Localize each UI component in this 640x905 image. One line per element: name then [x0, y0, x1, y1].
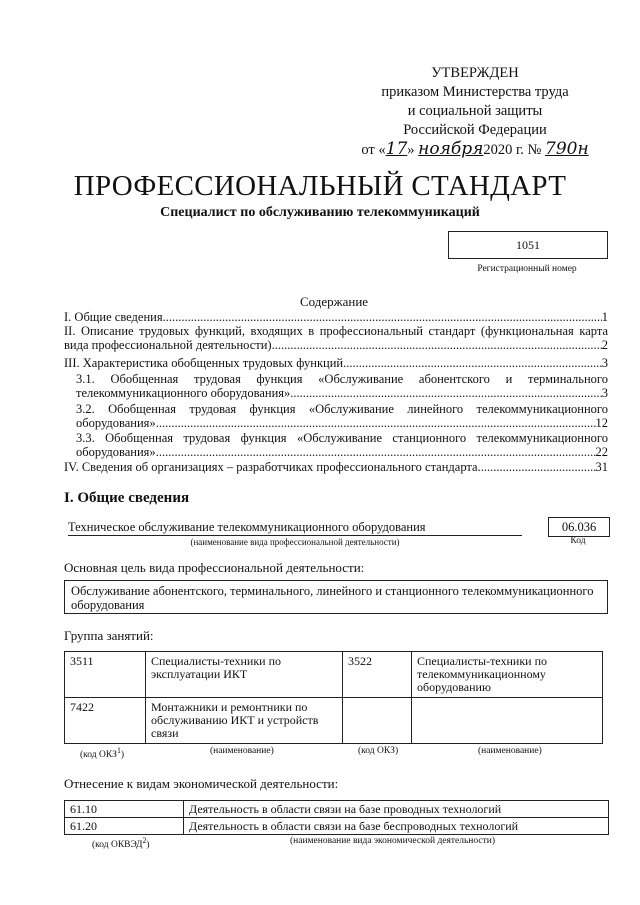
table-row: [65, 698, 603, 744]
approval-title: УТВЕРЖДЕН: [431, 65, 519, 81]
goal-label: Основная цель вида профессиональной деятельности:: [64, 560, 365, 575]
approval-date-line: от «17» ноября2020 г. № 790н: [361, 139, 589, 159]
approval-line: Российской Федерации: [403, 122, 547, 138]
okz-name-caption: (наименование): [210, 746, 274, 756]
goal-box: Обслуживание абонентского, терминального, линейного и станционного телекоммуникационного оборудования: [64, 580, 608, 614]
okz-code: 3511: [65, 652, 146, 698]
okz-name: Специалисты-техники по эксплуатации ИКТ: [146, 652, 343, 698]
toc-item[interactable]: IV. Сведения об организациях – разработчиках профессионального стандарта ..... 31: [64, 460, 608, 474]
activity-code-caption: Код: [570, 536, 586, 546]
toc-item[interactable]: 3.1. Обобщенная трудовая функция «Обслуживание абонентского и терминального телекоммуникационного оборудования» ..... 3: [76, 372, 608, 400]
okved-name: Деятельность в области связи на базе беспроводных технологий: [184, 818, 609, 835]
okved-table: [64, 800, 609, 835]
okz-name-caption: (наименование): [478, 746, 542, 756]
activity-kind-caption: (наименование вида профессиональной деятельности): [190, 537, 400, 547]
toc-item[interactable]: 3.3. Обобщенная трудовая функция «Обслуживание станционного телекоммуникационного оборудования» ..... 22: [76, 431, 608, 459]
approval-line: приказом Министерства труда: [381, 84, 569, 100]
okz-code: 3522: [343, 652, 412, 698]
okved-code: 61.20: [65, 818, 184, 835]
toc-item[interactable]: I. Общие сведения ..... 1: [64, 310, 608, 324]
table-row: [65, 652, 603, 698]
document-title: ПРОФЕССИОНАЛЬНЫЙ СТАНДАРТ: [73, 170, 567, 202]
okved-code: 61.10: [65, 801, 184, 818]
okz-name: [412, 698, 603, 744]
okz-code-caption: (код ОКЗ$^1$): [80, 746, 125, 761]
okz-name: Специалисты-техники по телекоммуникационному оборудованию: [412, 652, 603, 698]
activity-code: 06.036: [548, 517, 610, 537]
group-label: Группа занятий:: [64, 628, 154, 643]
section-heading: I. Общие сведения: [64, 490, 190, 506]
approval-number: 790н: [545, 139, 589, 159]
approval-year: 2020 г. №: [483, 142, 542, 158]
okz-code: [343, 698, 412, 744]
toc-item[interactable]: 3.2. Обобщенная трудовая функция «Обслуживание линейного телекоммуникационного оборудования» ..... 12: [76, 402, 608, 430]
okved-name-caption: (наименование вида экономической деятельности): [290, 836, 495, 846]
table-row: [65, 818, 609, 835]
okved-code-caption: (код ОКВЭД$^2$): [92, 836, 150, 851]
activity-kind: Техническое обслуживание телекоммуникационного оборудования: [68, 520, 522, 536]
occupation-table: [64, 651, 603, 744]
toc-item[interactable]: II. Описание трудовых функций, входящих в профессиональный стандарт (функциональная карта вида профессиональной деятельности) ..... 2: [64, 324, 608, 352]
approval-month: ноября: [418, 139, 484, 159]
okved-label: Отнесение к видам экономической деятельности:: [64, 776, 339, 791]
okz-code-caption: (код ОКЗ): [358, 746, 399, 756]
registration-number-label: Регистрационный номер: [477, 264, 577, 274]
okz-code: 7422: [65, 698, 146, 744]
registration-number-box: 1051: [448, 231, 608, 259]
approval-block: [330, 64, 620, 160]
toc-item[interactable]: III. Характеристика обобщенных трудовых функций ..... 3: [64, 356, 608, 370]
table-row: [65, 801, 609, 818]
okved-name: Деятельность в области связи на базе проводных технологий: [184, 801, 609, 818]
okz-name: Монтажники и ремонтники по обслуживанию ИКТ и устройств связи: [146, 698, 343, 744]
approval-line: и социальной защиты: [407, 103, 543, 119]
toc-heading: Содержание: [299, 294, 369, 309]
approval-day: 17: [385, 139, 408, 159]
document-subtitle: Специалист по обслуживанию телекоммуникаций: [160, 205, 480, 220]
